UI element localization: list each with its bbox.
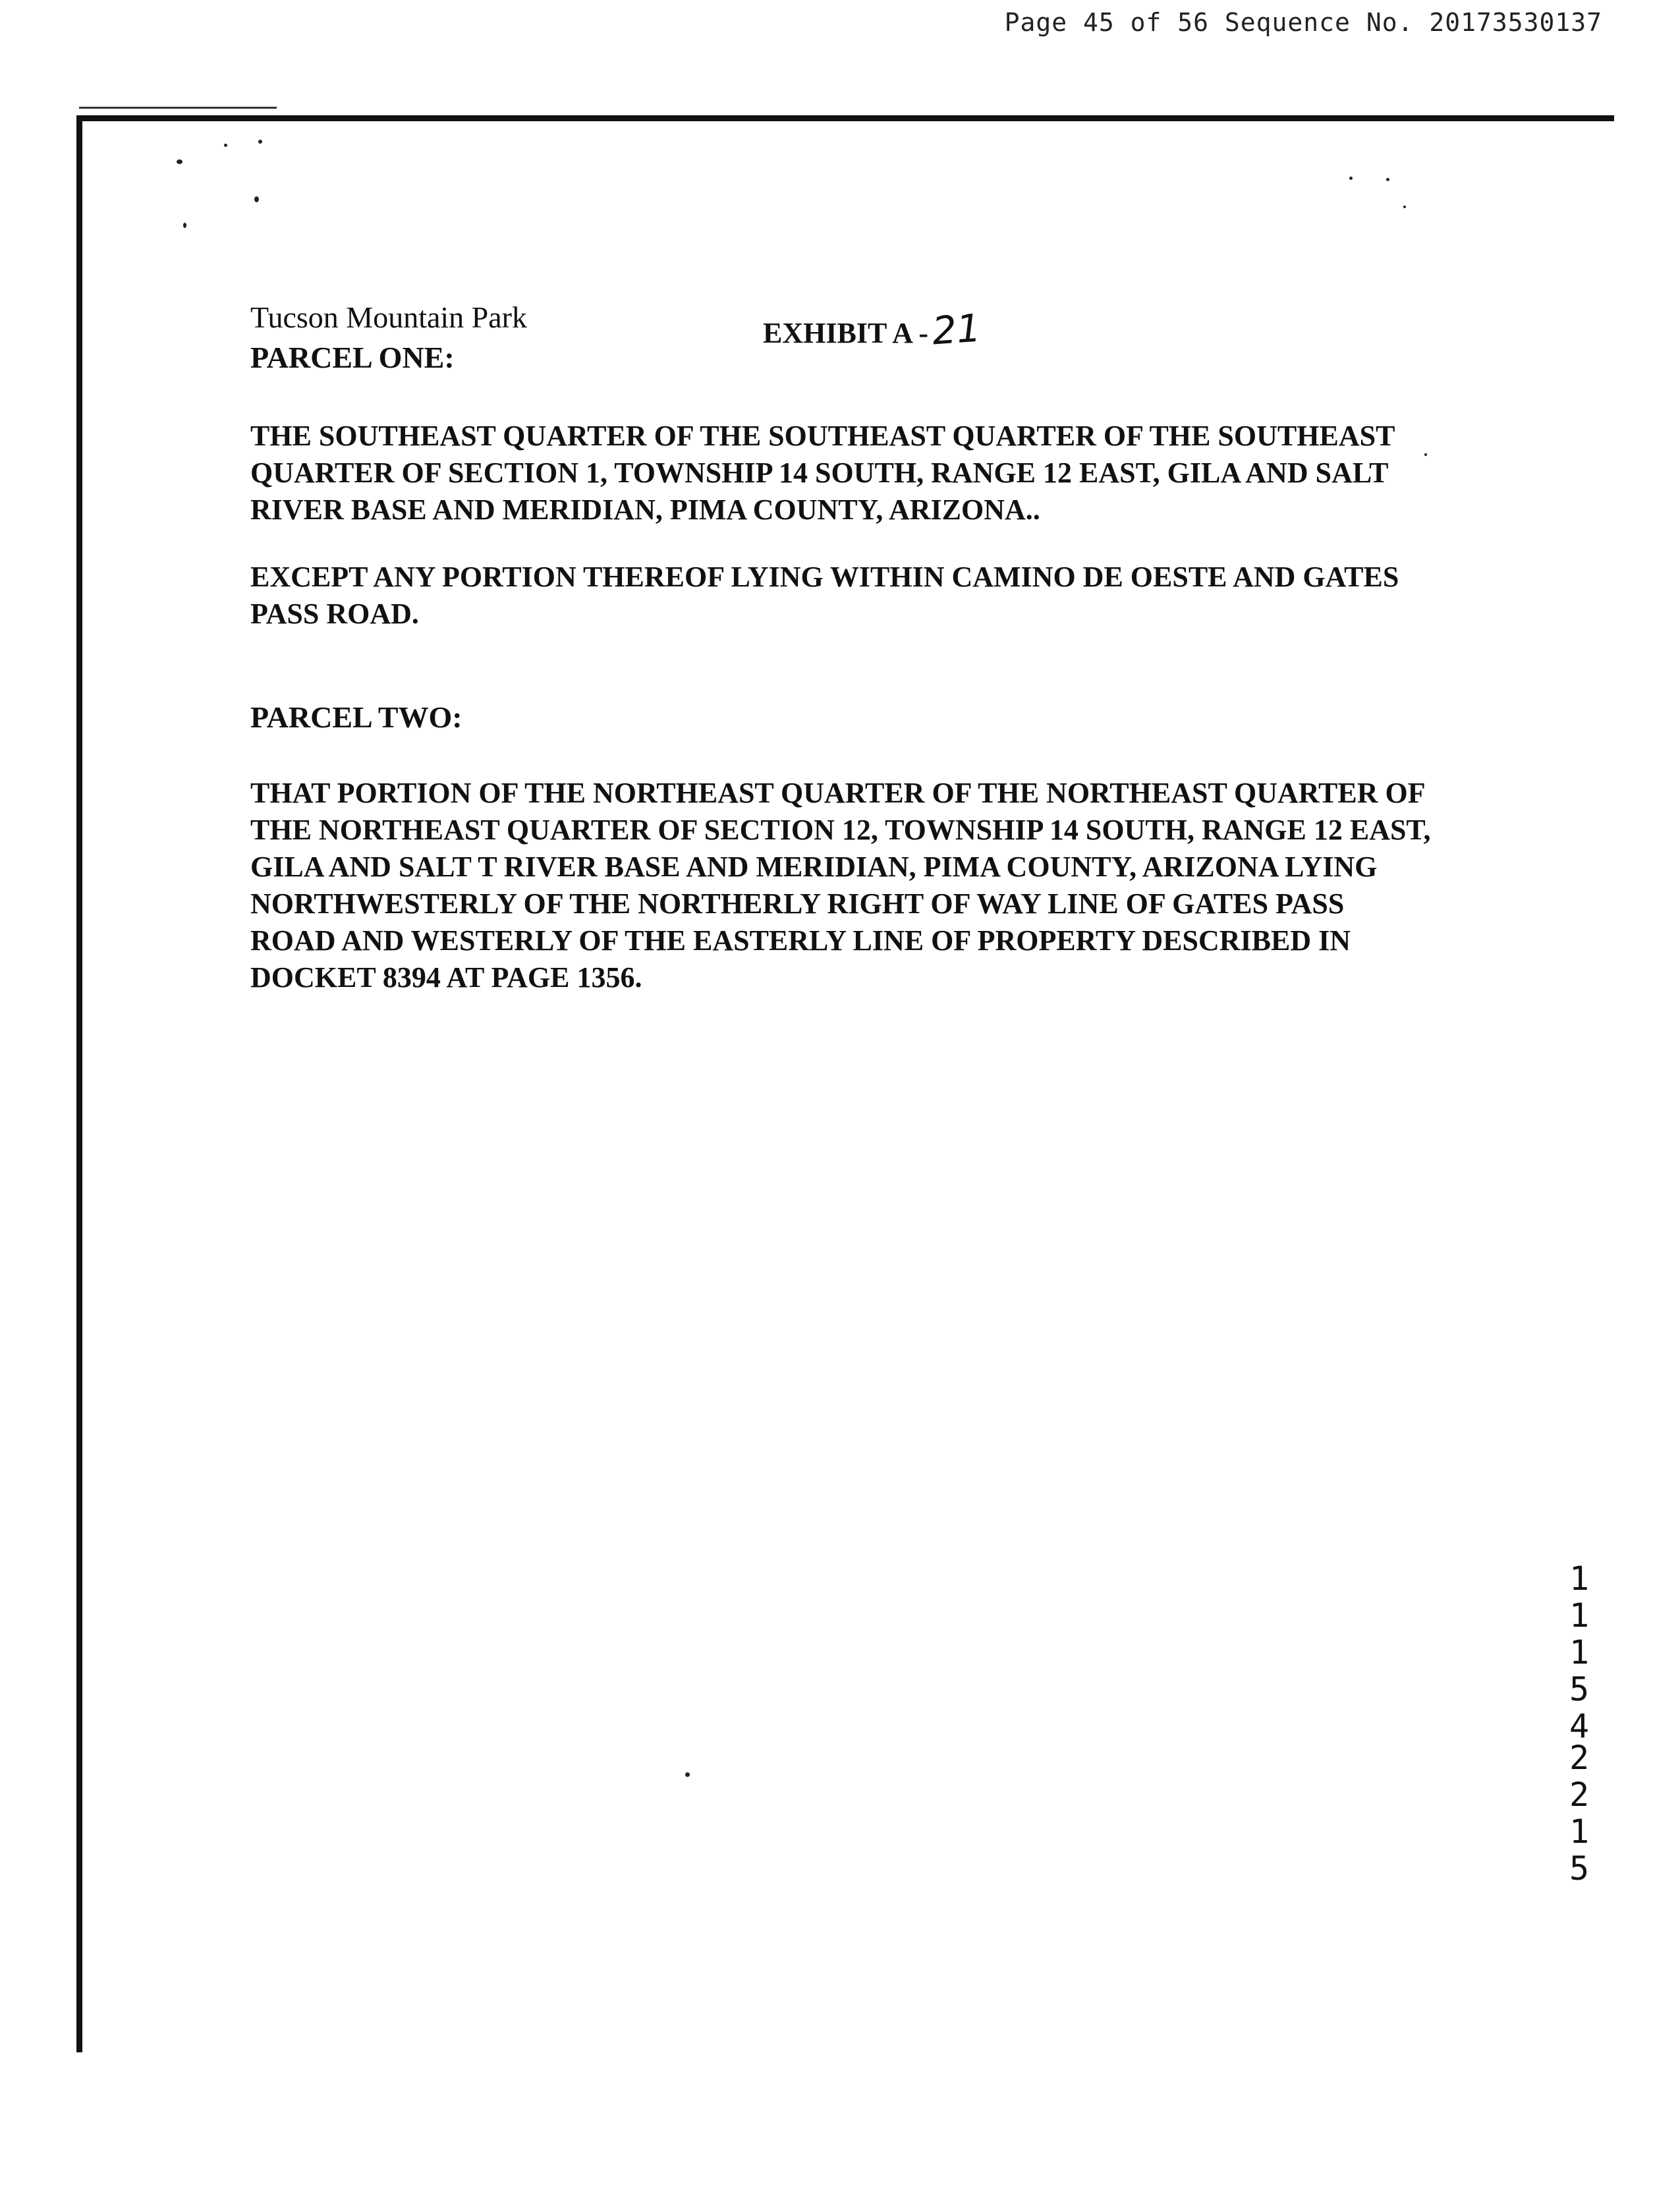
scan-border-thin — [79, 107, 277, 109]
scan-speck — [254, 196, 259, 202]
document-title: Tucson Mountain Park — [250, 300, 527, 334]
scan-speck — [177, 159, 182, 164]
scan-speck — [224, 144, 227, 147]
page-digit: 1 — [1569, 1813, 1590, 1851]
docket-digit: 1 — [1569, 1633, 1590, 1672]
exhibit-label-text: EXHIBIT A - — [763, 317, 929, 349]
docket-digit: 1 — [1569, 1560, 1590, 1598]
page-digit: 2 — [1569, 1739, 1590, 1777]
scan-speck — [685, 1772, 690, 1777]
scan-speck — [258, 140, 262, 144]
page-number-stamp — [1563, 1739, 1596, 1887]
scan-speck — [1403, 206, 1406, 208]
scan-speck — [1349, 177, 1353, 180]
docket-digit: 4 — [1569, 1707, 1590, 1745]
parcel-one-exception: EXCEPT ANY PORTION THEREOF LYING WITHIN CAMINO DE OESTE AND GATES PASS ROAD. — [250, 561, 1399, 630]
docket-digit: 1 — [1569, 1596, 1590, 1635]
parcel-one-label: PARCEL ONE: — [250, 341, 455, 374]
docket-number-stamp — [1563, 1560, 1596, 1745]
scan-border-left — [76, 115, 82, 2052]
scan-border-top — [79, 115, 1614, 121]
docket-digit: 5 — [1569, 1670, 1590, 1708]
scan-speck — [183, 223, 186, 228]
scan-speck — [1386, 178, 1389, 181]
parcel-two-description: THAT PORTION OF THE NORTHEAST QUARTER OF THE NORTHEAST QUARTER OF THE NORTHEAST QUARTER OF SECTION 12, TOWNSHIP 14 SOUTH, RANGE 12 EAST, GILA AND SALT T RIVER BASE AND MERIDIAN, PIMA COUNTY, ARIZONA LYING NORTHWESTERLY OF THE NORTHERLY RIGHT OF WAY LINE OF GATES PASS ROAD AND WESTERLY OF THE EASTERLY LINE OF PROPERTY DESCRIBED IN DOCKET 8394 AT PAGE 1356. — [250, 777, 1431, 994]
page-digit: 5 — [1569, 1849, 1590, 1888]
parcel-one-description: THE SOUTHEAST QUARTER OF THE SOUTHEAST QUARTER OF THE SOUTHEAST QUARTER OF SECTION 1, TOWNSHIP 14 SOUTH, RANGE 12 EAST, GILA AND SALT RIVER BASE AND MERIDIAN, PIMA COUNTY, ARIZONA.. — [250, 420, 1395, 526]
page-sequence-stamp: Page 45 of 56 Sequence No. 20173530137 — [1004, 8, 1602, 37]
parcel-two-label: PARCEL TWO: — [250, 700, 462, 734]
page-digit: 2 — [1569, 1776, 1590, 1814]
exhibit-handwritten-number: 21 — [930, 305, 983, 354]
